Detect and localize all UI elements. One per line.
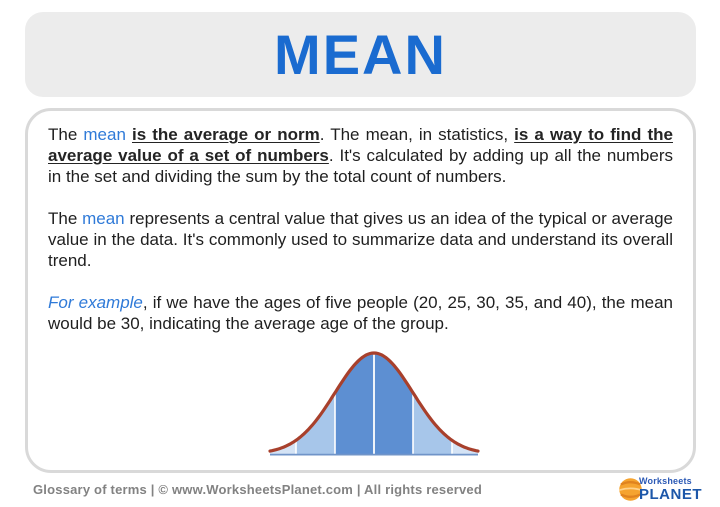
- text-segment: represents a central value that gives us an idea of the typical or average value in the data. It's commonly used to summarize data and understand its overall trend.: [48, 209, 673, 270]
- normal-distribution-figure: [268, 344, 480, 459]
- paragraph-example: [48, 292, 673, 334]
- text-segment: The: [48, 125, 84, 144]
- underlined-phrase: is the average or norm: [131, 125, 320, 144]
- logo-worksheets: Worksheets: [639, 476, 692, 486]
- text-segment: , if we have the ages of five people (20, 25, 30, 35, and 40), the mean would be 30, indicating the average age of the group.: [48, 293, 673, 333]
- term-mean: mean: [83, 125, 126, 144]
- text-segment: The: [48, 209, 83, 228]
- text-segment: . The mean, in statistics,: [319, 125, 515, 144]
- paragraph-central-value: [48, 208, 673, 271]
- footer-credits: [33, 482, 482, 497]
- page-title: MEAN: [274, 23, 447, 86]
- footer-text: Glossary of terms | © www.WorksheetsPlanet.com | All rights reserved: [33, 482, 483, 497]
- paragraph-definition: [48, 124, 673, 187]
- worksheetsplanet-logo: [617, 476, 702, 503]
- for-example-lead: For example: [48, 293, 143, 312]
- term-mean: mean: [82, 209, 125, 228]
- logo-text: [639, 477, 702, 502]
- underlined-phrase: is a way to find the average value of a set of numbers: [48, 125, 673, 165]
- text-segment: . It's calculated by adding up all the numbers in the set and dividing the sum by the total count of numbers.: [48, 146, 673, 186]
- definition-text: [48, 124, 673, 334]
- title-banner: [25, 12, 696, 97]
- logo-planet: PLANET: [639, 486, 702, 503]
- definition-card: [25, 108, 696, 473]
